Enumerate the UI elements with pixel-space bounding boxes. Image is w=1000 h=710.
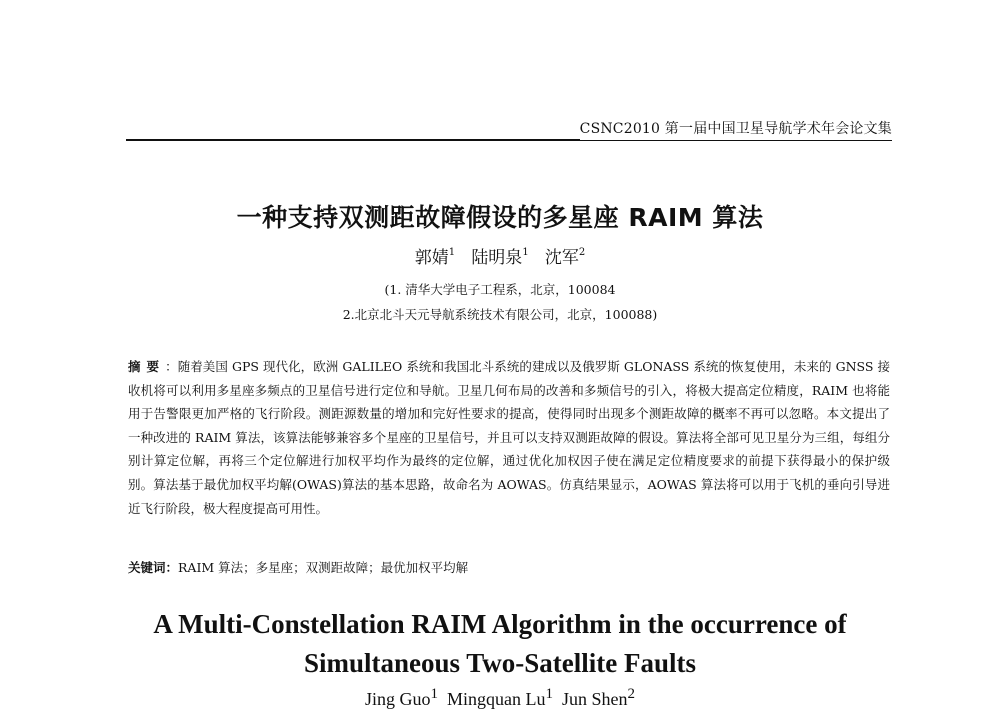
abstract: 摘要：随着美国 GPS 现代化，欧洲 GALILEO 系统和我国北斗系统的建成以及俄罗斯 GLONASS 系统的恢复使用，未来的 GNSS 接收机将可以利用多星座多频点的卫星信号进行定位和导航。卫星几何布局的改善和多频信号的引入，将极大提高定位精度，RAIM 也将能用于告警限更加严格的飞行阶段。测距源数量的增加和完好性要求的提高，使得同时出现多个测距故障的概率不再可以忽略。本文提出了一种改进的 RAIM 算法，该算法能够兼容多个星座的卫星信号，并且可以支持双测距故障的假设。算法将全部可见卫星分为三组，每组分别计算定位解，再将三个定位解进行加权平均作为最终的定位解，通过优化加权因子使在满足定位精度要求的前提下获得最小的保护级别。算法基于最优加权平均解(OWAS)算法的基本思路，故命名为 AOWAS。仿真结果显示，AOWAS 算法将可以用于飞机的垂向引导进近飞行阶段，极大程度提高可用性。: [128, 359, 890, 516]
author-name-en: Mingquan Lu: [447, 689, 546, 709]
author-affil-mark: 2: [627, 686, 636, 702]
author-name-en: Jing Guo: [364, 689, 431, 709]
header-rule-thin: [580, 140, 892, 141]
author-name: 郭婧: [414, 248, 449, 268]
paper-title-en-line-1: A Multi-Constellation RAIM Algorithm in the occurrence of: [153, 609, 847, 639]
paper-title-en-line-2: Simultaneous Two-Satellite Faults: [303, 648, 697, 678]
author-list: [0, 243, 1000, 268]
keywords-label: 关键词：: [128, 560, 179, 575]
author-name: 沈军: [544, 248, 579, 268]
author-affil-mark: 1: [448, 247, 456, 258]
author-name: 陆明泉: [471, 248, 523, 268]
running-header: CSNC2010 第一届中国卫星导航学术年会论文集: [579, 121, 892, 137]
abstract-text: 随着美国 GPS 现代化，欧洲 GALILEO 系统和我国北斗系统的建成以及俄罗斯 GLONASS 系统的恢复使用，未来的 GNSS 接收机将可以利用多星座多频点的卫星信号进行定位和导航。卫星几何布局的改善和多频信号的引入，将极大提高定位精度，RAIM 也将能用于告警限更加严格的飞行阶段。测距源数量的增加和完好性要求的提高，使得同时出现多个测距故障的概率不再可以忽略。本文提出了一种改进的 RAIM 算法，该算法能够兼容多个星座的卫星信号，并且可以支持双测距故障的假设。算法将全部可见卫星分为三组，每组分别计算定位解，再将三个定位解进行加权平均作为最终的定位解，通过优化加权因子使在满足定位精度要求的前提下获得最小的保护级别。算法基于最优加权平均解(OWAS)算法的基本思路，故命名为 AOWAS。仿真结果显示，AOWAS 算法将可以用于飞机的垂向引导进近飞行阶段，极大程度提高可用性。: [128, 359, 890, 516]
author-affil-mark: 1: [430, 686, 438, 702]
author-list-en: [0, 686, 1000, 710]
author-affil-mark: 1: [545, 686, 553, 702]
abstract-label: 摘要: [128, 359, 166, 374]
affiliation-1: (1. 清华大学电子工程系，北京，100084: [384, 282, 616, 297]
keywords-text: RAIM 算法；多星座；双测距故障；最优加权平均解: [178, 560, 469, 575]
author-name-en: Jun Shen: [562, 689, 628, 709]
affiliation-2: 2.北京北斗天元导航系统技术有限公司，北京，100088): [342, 307, 658, 322]
header-rule-thick: [126, 139, 580, 141]
author-affil-mark: 2: [578, 247, 586, 258]
keywords: [128, 558, 890, 576]
paper-title-cn: 一种支持双测距故障假设的多星座 RAIM 算法: [236, 203, 764, 232]
author-affil-mark: 1: [522, 247, 529, 258]
